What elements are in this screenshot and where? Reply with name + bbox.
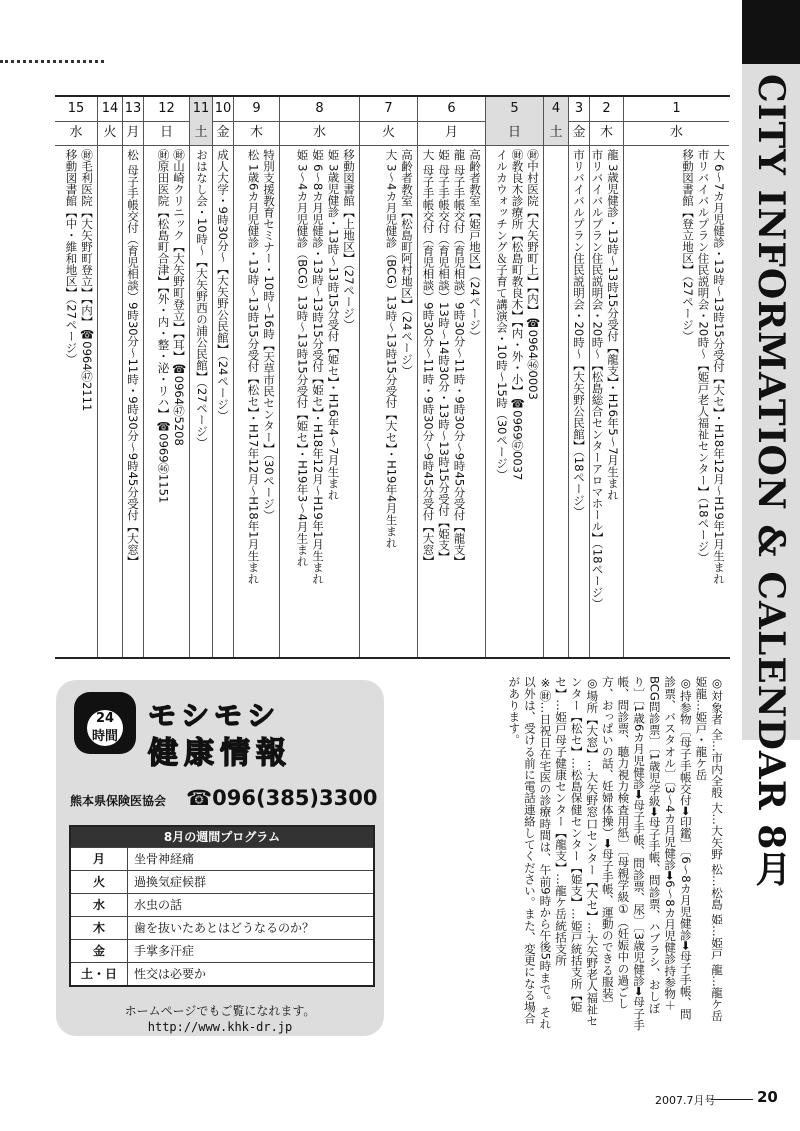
day-events (237, 149, 276, 653)
note-paragraph: ※㊖…日祝日在宅医の診療時間は、午前9時から午後5時まで。それ以外は、受ける前に電話連絡してください。また、変更になる場合があります。 (507, 676, 553, 1030)
calendar-event: 移動図書館【登立地区】（27ページ） (681, 149, 695, 342)
calendar-day-column (55, 97, 98, 657)
weekday-label: 木 (590, 121, 623, 146)
day-number: 1 (624, 97, 729, 122)
program-topic: 水虫の話 (134, 898, 183, 912)
program-day: 火 (71, 871, 128, 893)
program-row (71, 893, 373, 916)
day-events (627, 149, 726, 653)
weekday-label: 金 (569, 121, 589, 146)
card-title-moshimoshi: モシモシ (148, 699, 281, 732)
note-paragraph: ◎持参物〔母子手帳交付➡印鑑〕〔6～8カ月児健診➡母子手帳、問診票、バスタオル〕〔3～4カ月児健診➡6～8カ月児健診持参物＋BCG問診票〕〔1歳児学級➡母子手帳、問診票、ハブラシ、おしぼり〕〔1歳6カ月児健診➡母子手帳、問診票、尿〕〔3歳児健診➡母子手帳、問診票、聴力視力検査用紙〕〔母親学級①（妊娠中の過ごし方、おっぱいの話、妊婦体操）➡母子手帳、運動のできる服装〕 (600, 676, 693, 1031)
weekday-label: 土 (190, 121, 212, 146)
program-day: 木 (71, 917, 128, 939)
health-info-card (56, 680, 384, 1036)
calendar-day-column (123, 97, 144, 657)
calendar-day-column (234, 97, 280, 657)
program-row (71, 962, 373, 985)
calendar-event: 姫 3～4カ月児健診（BCG）13時～13時15分受付【姫セ】・H19年3～4月生まれ (295, 149, 310, 567)
calendar-event: 龍 母子手帳交付（育児相談）9時30分～11時・9時30分～9時45分受付【龍支】 (452, 149, 467, 567)
program-day: 水 (71, 894, 128, 916)
phone-number: ☎096(385)3300 (186, 786, 378, 810)
day-number: 8 (280, 97, 359, 122)
24-hour-badge: 24 時間 (87, 710, 123, 746)
calendar-event: 市リバイバルプラン住民説明会・20時～【姫戸老人福祉センター】（18ページ） (696, 149, 711, 564)
day-events (572, 149, 586, 653)
day-events (283, 149, 356, 653)
program-day: 土・日 (71, 963, 128, 985)
section-title: CITY INFORMATION & CALENDAR 8月 (750, 74, 792, 888)
weekday-label: 月 (123, 121, 143, 146)
calendar-event: 市リバイバルプラン住民説明会・20時～【大矢野公民館】（18ページ） (572, 149, 586, 518)
day-events (421, 149, 482, 653)
program-row (71, 870, 373, 893)
day-number: 14 (98, 97, 122, 122)
day-events (193, 149, 209, 653)
legend-notes (402, 676, 724, 1031)
event-calendar (55, 95, 730, 659)
day-events (126, 149, 140, 653)
footer-rule (711, 1099, 753, 1100)
weekday-label: 火 (98, 121, 122, 146)
decorative-dotted-line (0, 60, 104, 63)
program-topic: 坐骨神経痛 (134, 852, 195, 866)
day-events (489, 149, 540, 653)
calendar-event: 移動図書館【上地区】（27ページ） (342, 149, 356, 331)
calendar-day-column (190, 97, 213, 657)
calendar-day-column (590, 97, 624, 657)
calendar-event: おはなし会・10時～【大矢野西の浦公民館】（27ページ） (195, 149, 209, 449)
calendar-day-column (360, 97, 418, 657)
program-day: 金 (71, 940, 128, 962)
calendar-event: 高齢者教室【松島町阿村地区】（24ページ） (400, 149, 414, 377)
homepage-note: ホームページでもご覧になれます。 (124, 1004, 316, 1018)
weekday-label: 水 (55, 121, 97, 146)
association-name: 熊本県保険医協会 (70, 794, 167, 808)
day-number: 10 (213, 97, 233, 122)
calendar-event: 松 1歳6カ月児健診・13時～13時15分受付【松セ】・H17年12月～H18年1月生まれ (246, 149, 261, 585)
calendar-event: 移動図書館【中・維和地区】（27ページ） (64, 149, 79, 365)
calendar-event: 大 母子手帳交付（育児相談）9時30分～11時・9時30分～9時45分受付【大窓】 (421, 149, 436, 567)
weekday-label: 土 (544, 121, 568, 146)
day-events (547, 149, 565, 653)
day-events (216, 149, 230, 653)
note-paragraph: ◎対象者 全…市内全般 大…大矢野 松…松島 姫…姫戸 龍…龍ケ岳 姫龍…姫戸・龍ケ岳 (694, 676, 724, 1022)
day-number: 7 (360, 97, 417, 122)
calendar-event: ㊖中村医院【大矢野町上】【内】☎0964㊻0003 (526, 149, 540, 400)
day-number: 5 (486, 97, 543, 122)
weekday-label: 日 (144, 121, 189, 146)
calendar-event: 姫 母子手帳交付（育児相談）13時～14時30分・13時～13時15分受付【姫支】 (437, 149, 451, 563)
day-number: 11 (190, 97, 212, 122)
day-events (590, 149, 620, 653)
weekday-label: 日 (486, 121, 543, 146)
day-number: 2 (590, 97, 623, 122)
day-number: 3 (569, 97, 589, 122)
homepage-url[interactable]: http://www.khk-dr.jp (147, 1020, 293, 1034)
program-row (71, 847, 373, 870)
card-title-health-info: 健康情報 (148, 736, 292, 771)
calendar-event: ㊖原田医院【松島町合津】【外・内・整・泌・リハ】☎0969㊻1151 (156, 149, 171, 504)
calendar-day-column (144, 97, 190, 657)
calendar-day-column (418, 97, 486, 657)
weekday-label: 水 (280, 121, 359, 146)
calendar-event: 市リバイバルプラン住民説明会・20時～【松島総合センターアロマホール】（18ページ） (590, 149, 605, 610)
issue-label: 2007.7月号 (655, 1094, 716, 1107)
day-number: 9 (234, 97, 279, 122)
calendar-day-column (486, 97, 544, 657)
program-topic: 過換気症候群 (134, 875, 207, 889)
note-paragraph: ◎場所【大窓】…大矢野窓口センター【大セ】…大矢野老人福祉センター【松セ】…松島保健センター【姫支】…姫戸統括支所【姫セ】…姫戸母子健康センター【龍支】…龍ケ岳統括支所 (554, 676, 600, 1027)
day-number: 15 (55, 97, 97, 122)
calendar-day-column (544, 97, 569, 657)
calendar-day-column (569, 97, 590, 657)
calendar-event: 龍 3歳児健診・13時～13時15分受付【龍支】・H16年5～7月生まれ (606, 149, 620, 501)
calendar-day-column (280, 97, 360, 657)
program-row (71, 916, 373, 939)
program-day: 月 (71, 848, 128, 870)
weekday-label: 木 (234, 121, 279, 146)
calendar-event: 高齢者教室【姫戸地区】（24ページ） (468, 149, 482, 342)
weekly-program-table (69, 825, 375, 987)
program-topic: 手掌多汗症 (134, 944, 195, 958)
calendar-day-column (213, 97, 234, 657)
day-events (101, 149, 119, 653)
calendar-event: ㊖教良木診療所【松島町教良木】【内・外・小】☎0969㊼0037 (510, 149, 525, 481)
telephone-icon (74, 692, 136, 754)
day-number: 12 (144, 97, 189, 122)
calendar-day-column (98, 97, 123, 657)
calendar-event: 姫 6～8カ月児健診・13時～13時15分受付【姫セ】・H18年12月～H19年1月生まれ (311, 149, 325, 585)
day-events (147, 149, 186, 653)
weekday-label: 火 (360, 121, 417, 146)
weekday-label: 水 (624, 121, 729, 146)
day-number: 4 (544, 97, 568, 122)
day-number: 6 (418, 97, 485, 122)
calendar-event: ㊖山崎クリニック【大矢野町登立】【耳】☎0964㊼5208 (172, 149, 186, 446)
weekday-label: 月 (418, 121, 485, 146)
calendar-event: ㊖毛利医院【大矢野町登立】【内】☎0964㊼2111 (80, 149, 94, 412)
program-topic: 性交は必要か (134, 967, 207, 981)
weekday-label: 金 (213, 121, 233, 146)
calendar-event: 大 3～4カ月児健診（BCG）13時～13時15分受付【大セ】・H19年4月生まれ (384, 149, 399, 549)
page-number: 20 (757, 1088, 778, 1106)
day-events (58, 149, 94, 653)
calendar-event: 大 6～7カ月児健診・13時～13時15分受付【大セ】・H18年12月～H19年1月生まれ (712, 149, 726, 585)
calendar-event: 成人大学・9時30分～【大矢野公民館】（24ページ） (216, 149, 230, 422)
calendar-day-column (624, 97, 729, 657)
day-events (363, 149, 414, 653)
calendar-event: 姫 3歳児健診・13時～13時15分受付【姫セ】・H16年4～7月生まれ (326, 149, 341, 501)
program-topic: 歯を抜いたあとはどうなるのか？ (134, 921, 315, 935)
sidebar-top-block (742, 0, 800, 64)
calendar-event: 松 母子手帳交付（育児相談）9時30分～11時・9時30分～9時45分受付【大窓】 (126, 149, 140, 567)
program-title: 8月の週間プログラム (71, 827, 373, 847)
program-row (71, 939, 373, 962)
calendar-event: 特別支援教育セミナー・10時～16時【天草市民センター】（30ページ） (262, 149, 276, 521)
day-number: 13 (123, 97, 143, 122)
calendar-event: イルカウォッチング＆子育て講演会・10時～15時（30ページ） (495, 149, 509, 481)
